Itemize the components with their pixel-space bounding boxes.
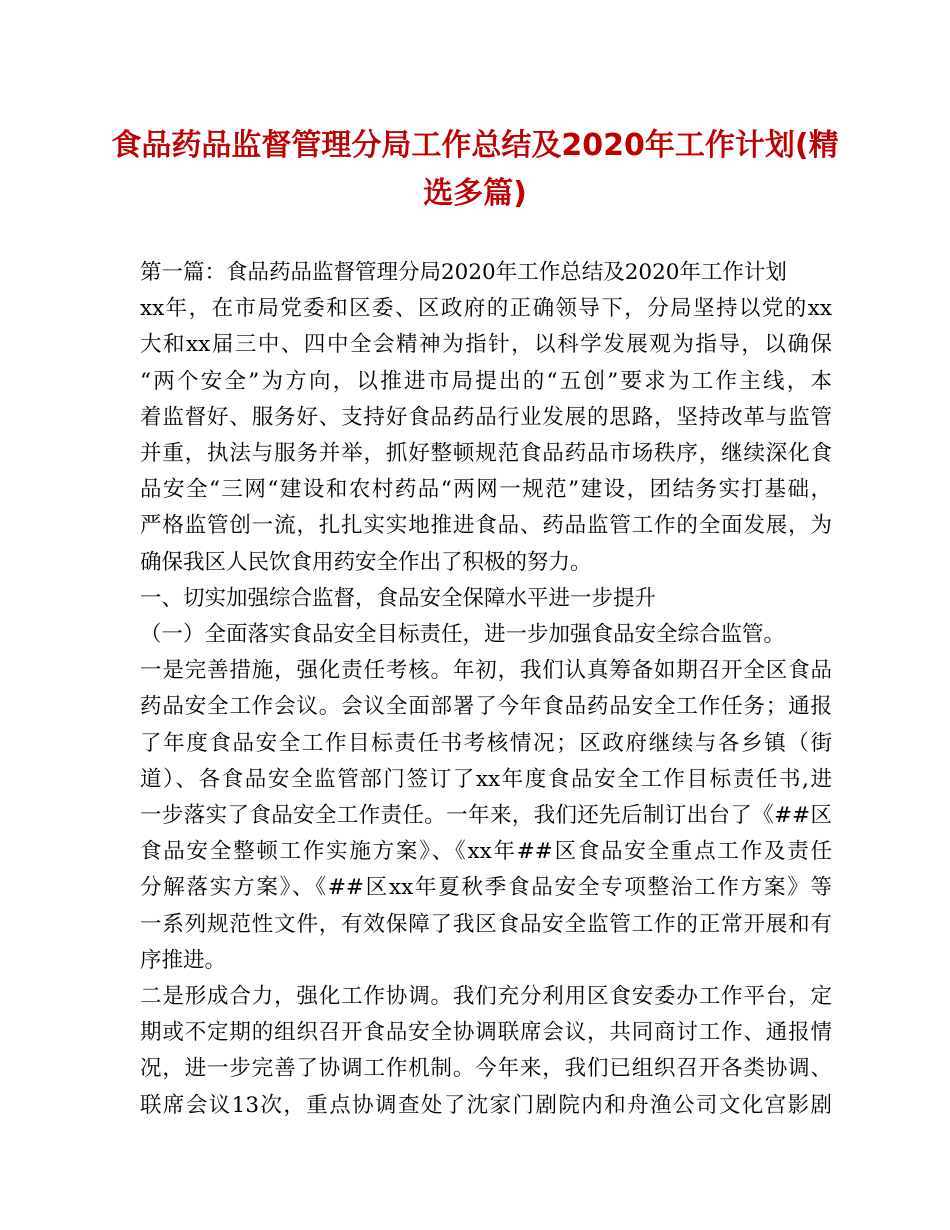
paragraph-line: 一是完善措施，强化责任考核。年初，我们认真筹备如期召开全区食品 bbox=[140, 658, 832, 684]
paragraph-line: 严格监管创一流，扎扎实实地推进食品、药品监管工作的全面发展，为 bbox=[140, 513, 832, 539]
title-line-2: 选多篇) bbox=[423, 176, 527, 211]
document-title bbox=[110, 122, 840, 218]
paragraph-line: 期或不定期的组织召开食品安全协调联席会议，共同商讨工作、通报情 bbox=[140, 1020, 832, 1046]
paragraph-line: xx年，在市局党委和区委、区政府的正确领导下，分局坚持以党的xx bbox=[140, 296, 832, 322]
section-heading-first-article: 第一篇：食品药品监督管理分局2020年工作总结及2020年工作计划 bbox=[140, 260, 787, 285]
paragraph-line: 序推进。 bbox=[140, 947, 227, 973]
paragraph-line: 道）、各食品安全监管部门签订了xx年度食品安全工作目标责任书,进 bbox=[140, 766, 832, 792]
paragraph-line: 着监督好、服务好、支持好食品药品行业发展的思路，坚持改革与监管 bbox=[140, 404, 832, 430]
paragraph-line: 食品安全整顿工作实施方案》、《xx年##区食品安全重点工作及责任 bbox=[140, 839, 832, 865]
paragraph-line: 分解落实方案》、《##区xx年夏秋季食品安全专项整治工作方案》等 bbox=[140, 875, 832, 901]
paragraph-line: 联席会议13次，重点协调查处了沈家门剧院内和舟渔公司文化宫影剧 bbox=[140, 1092, 832, 1118]
paragraph-line: 一步落实了食品安全工作责任。一年来，我们还先后制订出台了《##区 bbox=[140, 803, 832, 829]
paragraph-line: 二是形成合力，强化工作协调。我们充分利用区食安委办工作平台，定 bbox=[140, 984, 832, 1010]
paragraph-line: 确保我区人民饮食用药安全作出了积极的努力。 bbox=[140, 549, 592, 575]
paragraph-line: 了年度食品安全工作目标责任书考核情况；区政府继续与各乡镇（街 bbox=[140, 730, 832, 756]
paragraph-line: 况，进一步完善了协调工作机制。今年来，我们已组织召开各类协调、 bbox=[140, 1056, 832, 1082]
paragraph-line: 一系列规范性文件，有效保障了我区食品安全监管工作的正常开展和有 bbox=[140, 911, 832, 937]
paragraph-line: 并重，执法与服务并举，抓好整顿规范食品药品市场秩序，继续深化食 bbox=[140, 441, 832, 467]
paragraph-line: “两个安全”为方向，以推进市局提出的“五创”要求为工作主线，本 bbox=[140, 368, 832, 394]
paragraph-line: 大和xx届三中、四中全会精神为指针，以科学发展观为指导，以确保 bbox=[140, 332, 832, 358]
subsection-heading-1: （一）全面落实食品安全目标责任，进一步加强食品安全综合监管。 bbox=[140, 622, 786, 648]
section-heading-1: 一、切实加强综合监督，食品安全保障水平进一步提升 bbox=[140, 585, 657, 611]
paragraph-line: 品安全“三网“建设和农村药品“两网一规范”建设，团结务实打基础， bbox=[140, 477, 832, 503]
paragraph-line: 药品安全工作会议。会议全面部署了今年食品药品安全工作任务；通报 bbox=[140, 694, 832, 720]
document-body bbox=[140, 255, 832, 1124]
title-line-1: 食品药品监督管理分局工作总结及2020年工作计划(精 bbox=[111, 128, 839, 163]
